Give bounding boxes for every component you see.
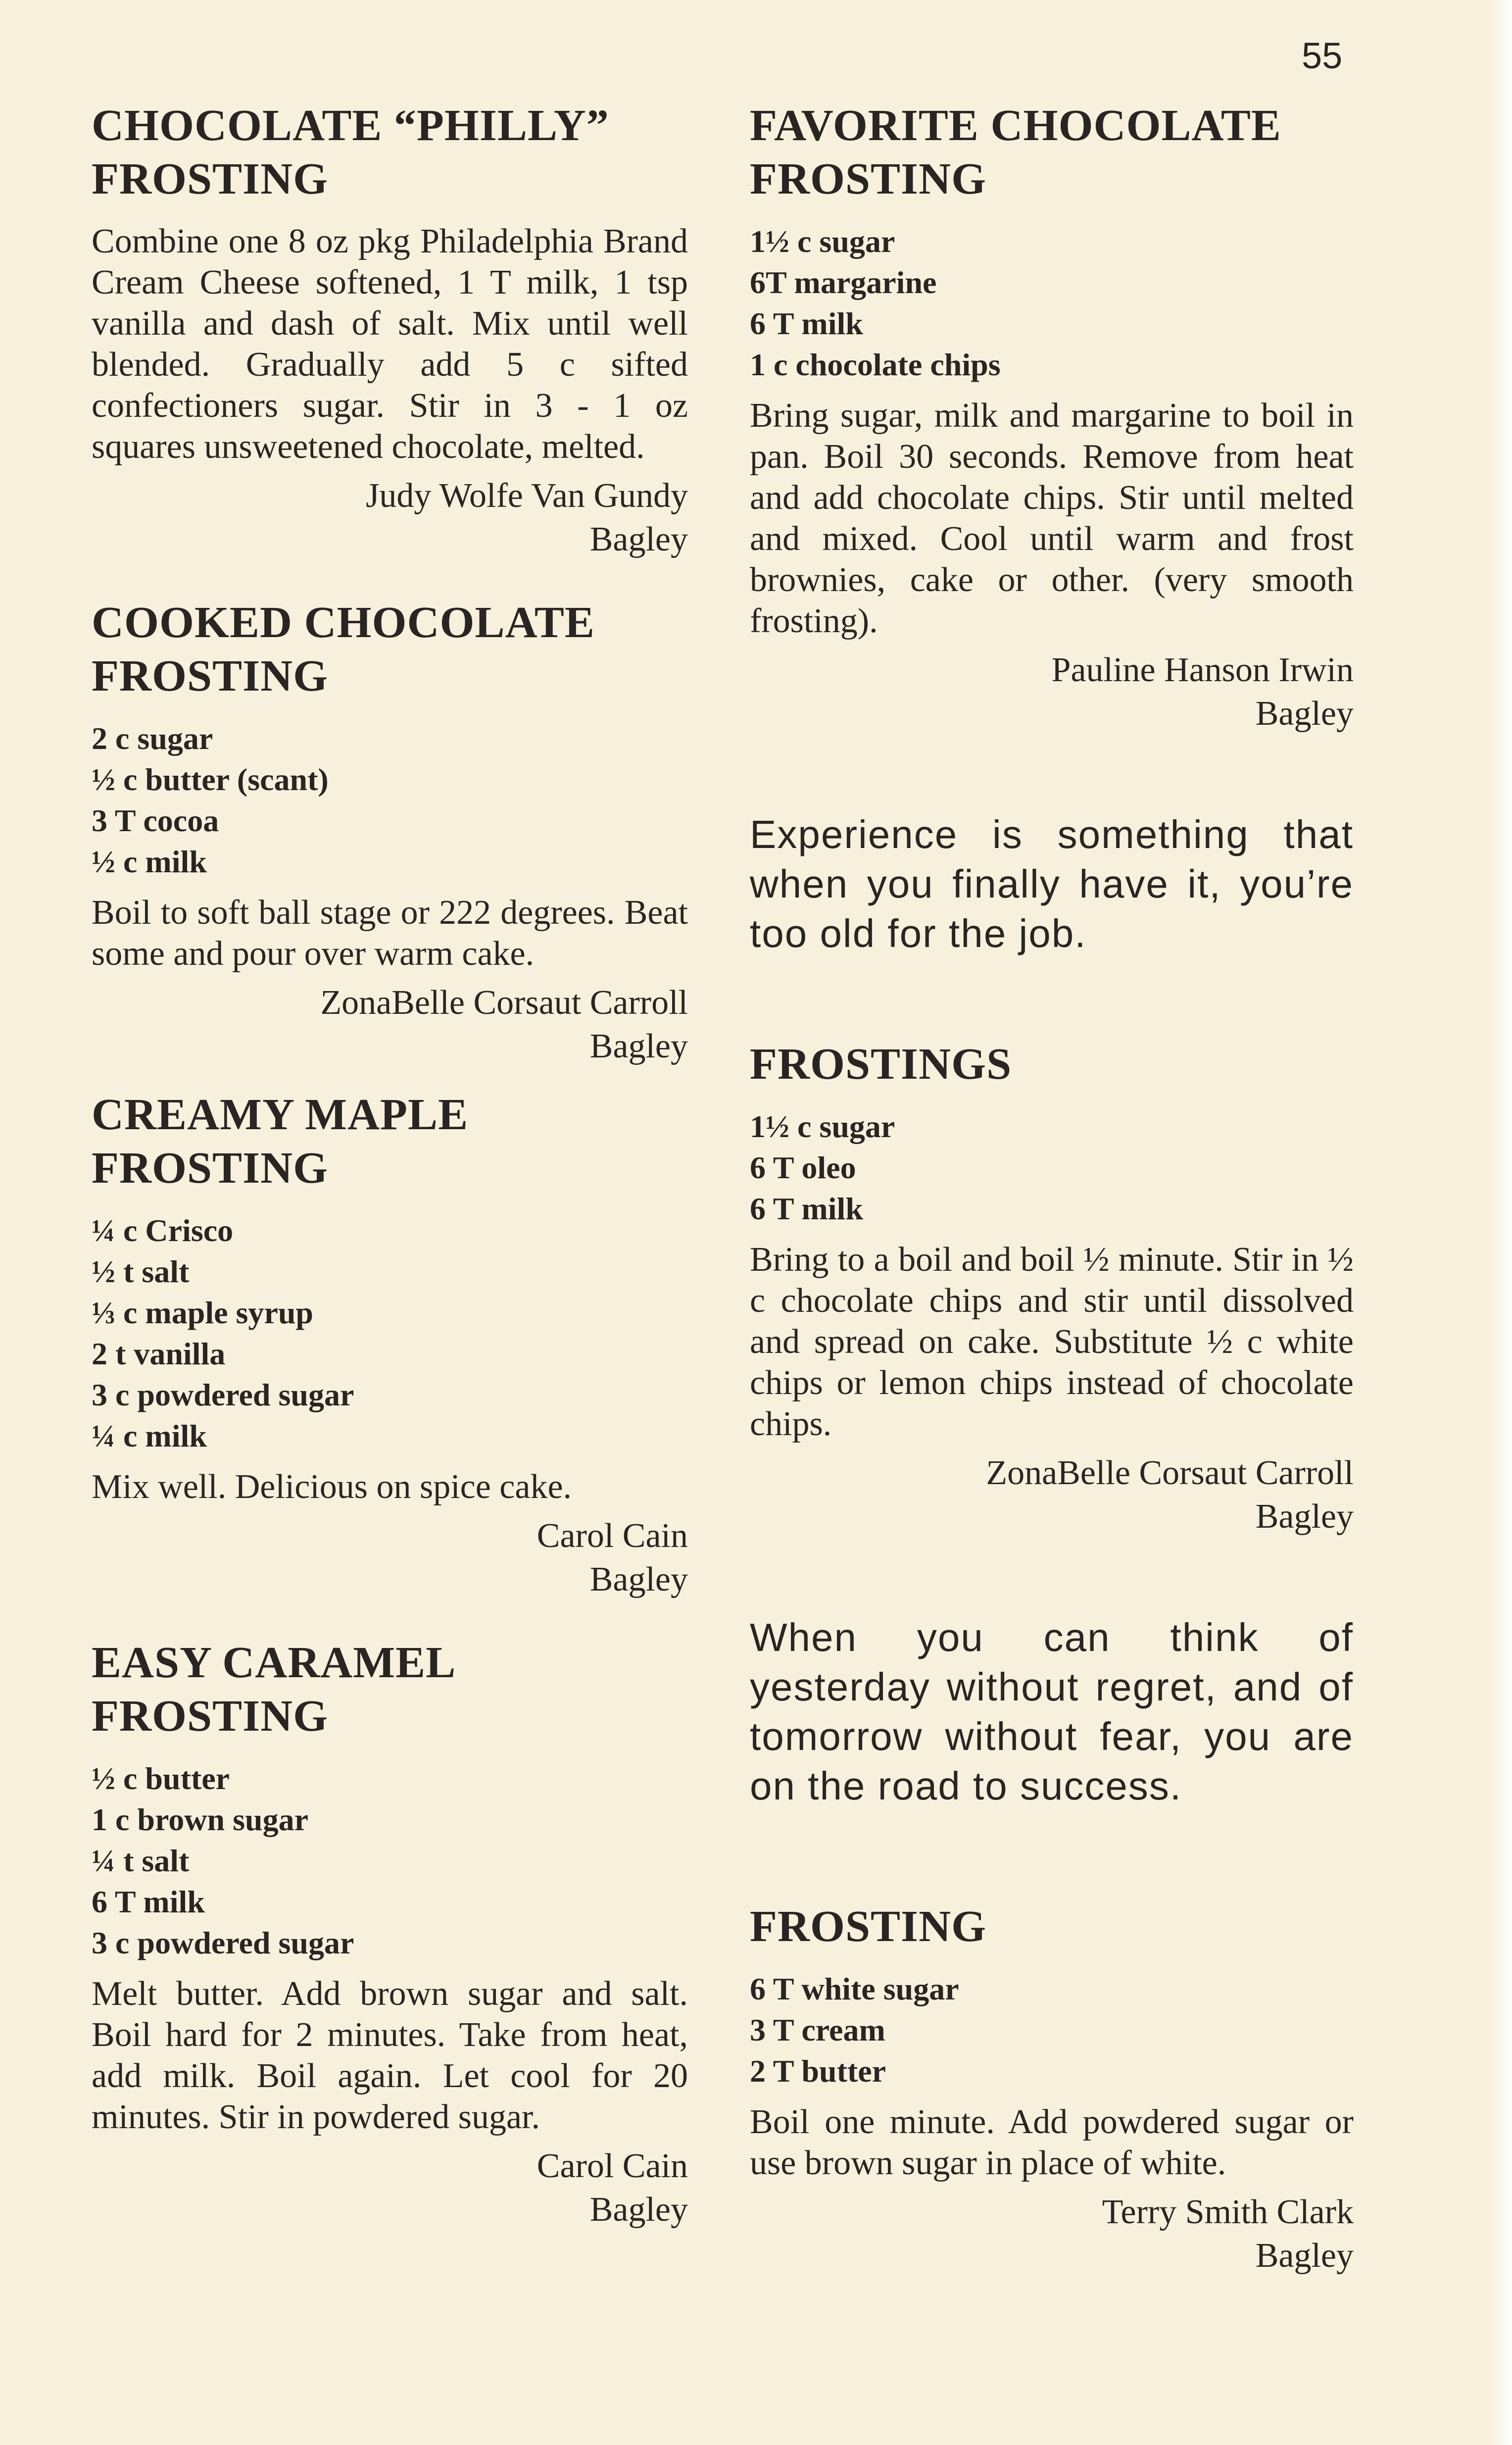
ingredient: 3 T cocoa — [92, 803, 219, 838]
ingredient: 6 T milk — [92, 1884, 205, 1919]
recipe-directions: Boil to soft ball stage or 222 degrees. Beat some and pour over warm cake. — [92, 894, 688, 973]
ingredient: 2 c sugar — [92, 721, 213, 756]
ingredient: ⅓ c maple syrup — [92, 1295, 313, 1330]
recipe-title-line: FAVORITE CHOCOLATE — [750, 101, 1281, 150]
quote-success: When you can think of yesterday without regret, and of tomorrow without fear, you are on the road to success. — [750, 1615, 1354, 1808]
recipe-title — [750, 99, 1354, 206]
recipe-town: Bagley — [1255, 1497, 1354, 1536]
recipe-title-line: FROSTING — [750, 154, 987, 203]
recipe-title-line: FROSTING — [92, 154, 329, 203]
ingredient: 3 c powdered sugar — [92, 1925, 354, 1960]
ingredient-list — [92, 1210, 688, 1456]
recipe-directions: Mix well. Delicious on spice cake. — [92, 1468, 572, 1506]
recipe-directions: Bring sugar, milk and margarine to boil in pan. Boil 30 seconds. Remove from heat and add chocolate chips. Stir until melted and mixed. Cool until warm and frost brownies, cake or other. (very smooth frosting). — [750, 397, 1354, 640]
recipe-town: Bagley — [1255, 2237, 1354, 2275]
recipe-title-line: FROSTING — [750, 1902, 987, 1951]
ingredient: ¼ c milk — [92, 1418, 207, 1453]
ingredient-list — [750, 1968, 1354, 2092]
recipe-author: ZonaBelle Corsaut Carroll — [986, 1454, 1354, 1492]
recipe-creamy-maple-frosting — [92, 1088, 688, 1601]
recipe-title — [92, 99, 688, 206]
ingredient: 6 T milk — [750, 306, 863, 341]
recipe-title — [92, 1088, 688, 1195]
recipe-directions: Melt butter. Add brown sugar and salt. Boil hard for 2 minutes. Take from heat, add milk. Boil again. Let cool for 20 minutes. Stir in powdered sugar. — [92, 1975, 688, 2136]
recipe-author: Judy Wolfe Van Gundy — [366, 477, 688, 515]
ingredient-list — [750, 1106, 1354, 1229]
ingredient: 1½ c sugar — [750, 1109, 895, 1144]
recipe-author: Carol Cain — [537, 2147, 688, 2185]
recipe-title-line: FROSTING — [92, 651, 329, 700]
recipe-cooked-chocolate-frosting — [92, 596, 688, 1068]
ingredient: 6 T milk — [750, 1191, 863, 1226]
page-number: 55 — [1302, 35, 1343, 76]
recipe-directions: Combine one 8 oz pkg Philadelphia Brand Cream Cheese softened, 1 T milk, 1 tsp vanilla and dash of salt. Mix until well blended. Gradually add 5 c sifted confectioners sugar. Stir in 3 - 1 oz squares unsweetened chocolate, melted. — [92, 222, 688, 466]
ingredient: ½ c milk — [92, 844, 207, 879]
recipe-title-line: CREAMY MAPLE — [92, 1090, 469, 1139]
recipe-favorite-chocolate-frosting — [750, 99, 1354, 736]
ingredient: 1 c brown sugar — [92, 1802, 308, 1837]
recipe-town: Bagley — [589, 1560, 688, 1598]
recipe-title-line: FROSTINGS — [750, 1040, 1012, 1089]
ingredient: ½ c butter — [92, 1761, 230, 1796]
ingredient: 1 c chocolate chips — [750, 347, 1001, 382]
ingredient: 1½ c sugar — [750, 224, 895, 259]
recipe-title — [92, 596, 688, 703]
recipe-directions: Boil one minute. Add powdered sugar or use brown sugar in place of white. — [750, 2103, 1354, 2182]
recipe-title-line: COOKED CHOCOLATE — [92, 598, 595, 647]
recipe-frosting — [750, 1900, 1354, 2278]
recipe-author: Pauline Hanson Irwin — [1051, 651, 1354, 689]
ingredient: 6 T oleo — [750, 1150, 856, 1185]
ingredient: 6 T white sugar — [750, 1971, 959, 2006]
recipe-chocolate-philly-frosting — [92, 99, 688, 561]
recipe-directions: Bring to a boil and boil ½ minute. Stir in ½ c chocolate chips and stir until dissolved and spread on cake. Substitute ½ c white chips or lemon chips instead of chocolate chips. — [750, 1241, 1354, 1443]
quote-experience: Experience is something that when you finally have it, you’re too old for the job. — [750, 812, 1354, 955]
recipe-author: Terry Smith Clark — [1102, 2193, 1354, 2231]
recipe-easy-caramel-frosting — [92, 1636, 688, 2232]
ingredient: 2 t vanilla — [92, 1336, 226, 1371]
ingredient-list — [750, 221, 1354, 385]
ingredient-list — [92, 1758, 688, 1963]
recipe-town: Bagley — [589, 2191, 688, 2229]
ingredient: 3 T cream — [750, 2012, 885, 2047]
ingredient: ½ t salt — [92, 1254, 190, 1289]
recipe-title — [750, 1900, 1354, 1953]
right-column — [750, 99, 1354, 2278]
left-column — [92, 99, 688, 2232]
recipe-title — [750, 1038, 1354, 1091]
ingredient: 6T margarine — [750, 265, 937, 300]
recipe-title-line: CHOCOLATE “PHILLY” — [92, 101, 609, 150]
ingredient: ½ c butter (scant) — [92, 762, 329, 797]
recipe-title-line: EASY CARAMEL — [92, 1638, 456, 1687]
recipe-title — [92, 1636, 688, 1743]
recipe-author: Carol Cain — [537, 1517, 688, 1555]
ingredient: 2 T butter — [750, 2053, 886, 2089]
recipe-frostings — [750, 1038, 1354, 1539]
recipe-town: Bagley — [589, 1027, 688, 1065]
recipe-town: Bagley — [1255, 695, 1354, 733]
page-edge — [1489, 0, 1512, 2445]
ingredient: ¼ c Crisco — [92, 1213, 234, 1248]
recipe-title-line: FROSTING — [92, 1692, 329, 1741]
recipe-title-line: FROSTING — [92, 1144, 329, 1193]
ingredient-list — [92, 718, 688, 882]
ingredient: 3 c powdered sugar — [92, 1377, 354, 1412]
recipe-author: ZonaBelle Corsaut Carroll — [320, 984, 688, 1022]
ingredient: ¼ t salt — [92, 1843, 190, 1878]
recipe-town: Bagley — [589, 520, 688, 558]
